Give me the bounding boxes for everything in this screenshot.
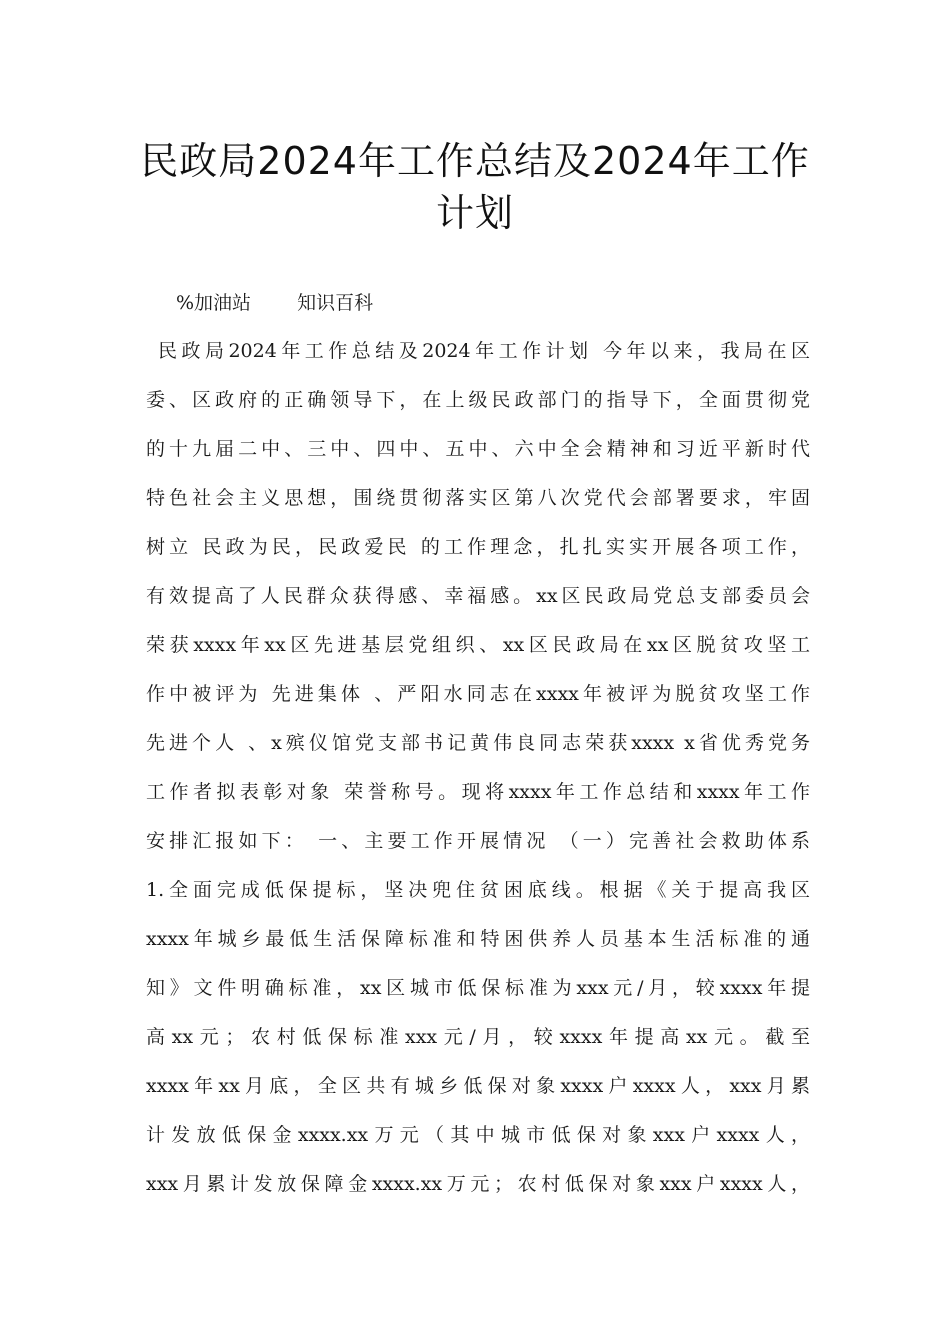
- body-line: 委、区政府的正确领导下，在上级民政部门的指导下，全面贯彻党: [146, 389, 810, 411]
- body-line: xxxx年xx月底，全区共有城乡低保对象xxxx户xxxx人，xxx月累: [146, 1075, 810, 1097]
- body-line: 先进个人 、x殡仪馆党支部书记黄伟良同志荣获xxxx x省优秀党务: [146, 732, 810, 754]
- meta-source: %加油站: [176, 292, 252, 314]
- body-line: xxxx年城乡最低生活保障标准和特困供养人员基本生活标准的通: [146, 928, 810, 950]
- meta-category: 知识百科: [297, 292, 374, 314]
- body-line: 计发放低保金xxxx.xx万元（其中城市低保对象xxx户xxxx人，: [146, 1124, 810, 1146]
- document-title-line-2: 计划: [435, 191, 514, 235]
- body-line: 特色社会主义思想，围绕贯彻落实区第八次党代会部署要求，牢固: [146, 487, 810, 509]
- body-line: 有效提高了人民群众获得感、幸福感。xx区民政局党总支部委员会: [146, 585, 810, 607]
- body-line: 作中被评为 先进集体 、严阳水同志在xxxx年被评为脱贫攻坚工作: [146, 683, 810, 705]
- body-line: 知》文件明确标准，xx区城市低保标准为xxx元/月，较xxxx年提: [146, 977, 810, 999]
- body-line: 树立 民政为民，民政爱民 的工作理念，扎扎实实开展各项工作，: [146, 536, 810, 558]
- body-line: 安排汇报如下： 一、主要工作开展情况 （一）完善社会救助体系: [146, 830, 810, 852]
- body-line: xxx月累计发放保障金xxxx.xx万元；农村低保对象xxx户xxxx人，: [146, 1173, 810, 1195]
- body-line: 荣获xxxx年xx区先进基层党组织、xx区民政局在xx区脱贫攻坚工: [146, 634, 810, 656]
- body-line: 1.全面完成低保提标，坚决兜住贫困底线。根据《关于提高我区: [146, 879, 810, 901]
- document-meta: [176, 288, 373, 315]
- document-title-line-1: 民政局2024年工作总结及2024年工作: [140, 139, 810, 183]
- body-line: 民政局2024年工作总结及2024年工作计划 今年以来，我局在区: [158, 340, 810, 362]
- body-line: 的十九届二中、三中、四中、五中、六中全会精神和习近平新时代: [146, 438, 810, 460]
- body-line: 高xx元；农村低保标准xxx元/月，较xxxx年提高xx元。截至: [146, 1026, 810, 1048]
- body-line: 工作者拟表彰对象 荣誉称号。现将xxxx年工作总结和xxxx年工作: [146, 781, 810, 803]
